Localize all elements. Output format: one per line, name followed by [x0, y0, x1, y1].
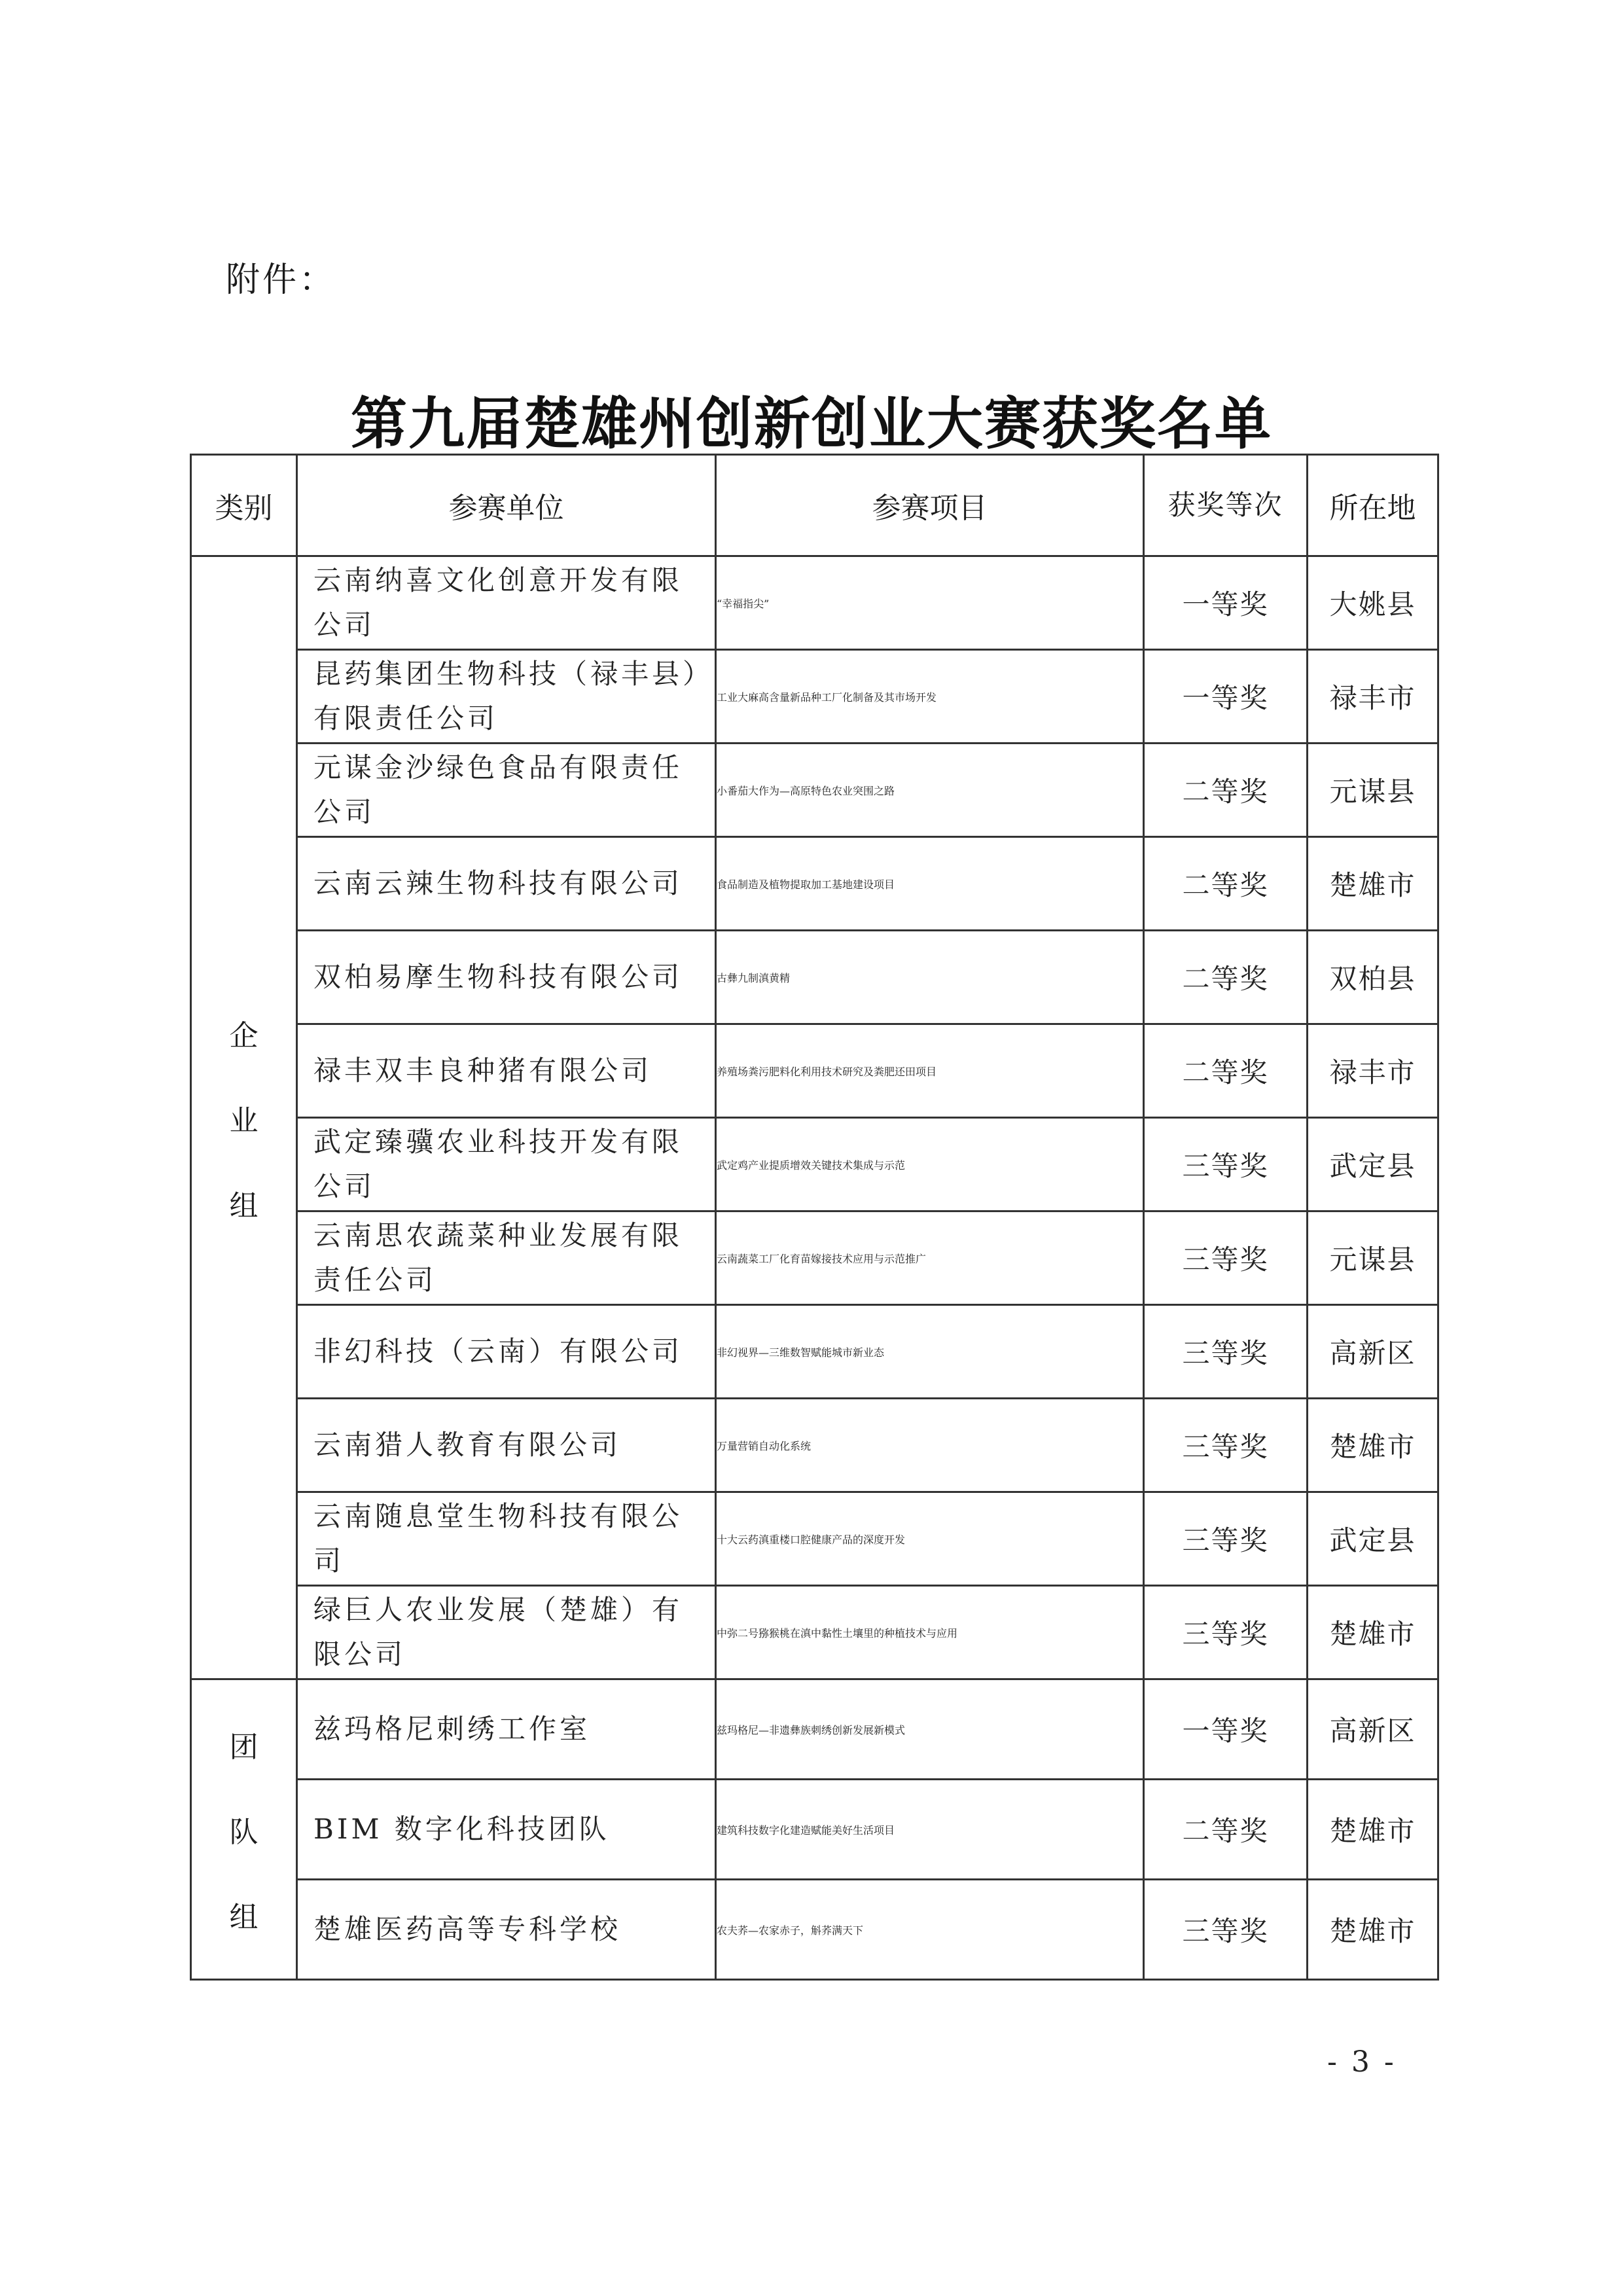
category-char: 团 — [229, 1731, 259, 1764]
category-char: 队 — [229, 1816, 259, 1849]
project-cell: 食品制造及植物提取加工基地建设项目 — [716, 837, 1144, 931]
table-row — [191, 650, 1438, 744]
table-row — [191, 1492, 1438, 1586]
awards-table — [190, 454, 1439, 1981]
location-cell: 禄丰市 — [1308, 650, 1438, 744]
project-cell: 十大云药滇重楼口腔健康产品的深度开发 — [716, 1492, 1144, 1586]
rank-cell: 二等奖 — [1144, 1024, 1308, 1118]
unit-cell: 昆药集团生物科技（禄丰县）有限责任公司 — [297, 650, 716, 744]
unit-cell: 云南猎人教育有限公司 — [297, 1399, 716, 1492]
unit-cell: 绿巨人农业发展（楚雄）有限公司 — [297, 1586, 716, 1679]
unit-cell: 兹玛格尼刺绣工作室 — [297, 1679, 716, 1780]
rank-cell: 三等奖 — [1144, 1586, 1308, 1679]
rank-cell: 二等奖 — [1144, 931, 1308, 1024]
table-body — [191, 556, 1438, 1980]
unit-cell: 双柏易摩生物科技有限公司 — [297, 931, 716, 1024]
rank-cell: 三等奖 — [1144, 1305, 1308, 1399]
table-row — [191, 1399, 1438, 1492]
header-project: 参赛项目 — [716, 455, 1144, 556]
location-cell: 武定县 — [1308, 1118, 1438, 1211]
project-cell: 工业大麻高含量新品种工厂化制备及其市场开发 — [716, 650, 1144, 744]
page-title: 第九届楚雄州创新创业大赛获奖名单 — [351, 391, 1272, 457]
rank-cell: 三等奖 — [1144, 1880, 1308, 1980]
project-cell: 农夫荞—农家赤子，斛荞满天下 — [716, 1880, 1144, 1980]
project-cell: 古彝九制滇黄精 — [716, 931, 1144, 1024]
category-char: 组 — [229, 1901, 259, 1934]
location-cell: 高新区 — [1308, 1679, 1438, 1780]
unit-cell: 元谋金沙绿色食品有限责任公司 — [297, 744, 716, 837]
rank-cell: 三等奖 — [1144, 1118, 1308, 1211]
unit-cell: 云南云辣生物科技有限公司 — [297, 837, 716, 931]
project-cell: 兹玛格尼—非遗彝族刺绣创新发展新模式 — [716, 1679, 1144, 1780]
table-row — [191, 1118, 1438, 1211]
table-row — [191, 837, 1438, 931]
table-row — [191, 556, 1438, 650]
table-row — [191, 744, 1438, 837]
category-cell — [191, 1679, 297, 1980]
unit-cell: 云南纳喜文化创意开发有限公司 — [297, 556, 716, 650]
location-cell: 元谋县 — [1308, 744, 1438, 837]
unit-cell: 武定臻骥农业科技开发有限公司 — [297, 1118, 716, 1211]
attachment-label: 附件： — [226, 260, 336, 300]
rank-cell: 二等奖 — [1144, 744, 1308, 837]
page-number: - 3 - — [1327, 2045, 1397, 2079]
location-cell: 楚雄市 — [1308, 1780, 1438, 1880]
location-cell: 楚雄市 — [1308, 1880, 1438, 1980]
location-cell: 双柏县 — [1308, 931, 1438, 1024]
project-cell: 养殖场粪污肥料化利用技术研究及粪肥还田项目 — [716, 1024, 1144, 1118]
project-cell: 武定鸡产业提质增效关键技术集成与示范 — [716, 1118, 1144, 1211]
rank-cell: 一等奖 — [1144, 1679, 1308, 1780]
header-category: 类别 — [191, 455, 297, 556]
project-cell: 云南蔬菜工厂化育苗嫁接技术应用与示范推广 — [716, 1211, 1144, 1305]
category-char: 企 — [229, 1018, 259, 1052]
project-cell: 中弥二号猕猴桃在滇中黏性土壤里的种植技术与应用 — [716, 1586, 1144, 1679]
rank-cell: 三等奖 — [1144, 1492, 1308, 1586]
rank-cell: 一等奖 — [1144, 556, 1308, 650]
location-cell: 楚雄市 — [1308, 837, 1438, 931]
unit-cell: 非幻科技（云南）有限公司 — [297, 1305, 716, 1399]
rank-cell: 三等奖 — [1144, 1399, 1308, 1492]
category-char: 组 — [229, 1189, 259, 1223]
location-cell: 禄丰市 — [1308, 1024, 1438, 1118]
table-row — [191, 1780, 1438, 1880]
header-location: 所在地 — [1308, 455, 1438, 556]
category-cell — [191, 556, 297, 1679]
project-cell: 建筑科技数字化建造赋能美好生活项目 — [716, 1780, 1144, 1880]
rank-cell: 一等奖 — [1144, 650, 1308, 744]
location-cell: 武定县 — [1308, 1492, 1438, 1586]
project-cell: “幸福指尖” — [716, 556, 1144, 650]
location-cell: 楚雄市 — [1308, 1399, 1438, 1492]
table-header-row — [191, 455, 1438, 556]
table-row — [191, 931, 1438, 1024]
unit-cell: 云南随息堂生物科技有限公司 — [297, 1492, 716, 1586]
table-row — [191, 1305, 1438, 1399]
table-row — [191, 1024, 1438, 1118]
table-row — [191, 1211, 1438, 1305]
table-row — [191, 1586, 1438, 1679]
header-rank: 获奖等次 — [1144, 455, 1308, 556]
table-row — [191, 1880, 1438, 1980]
unit-cell: BIM 数字化科技团队 — [297, 1780, 716, 1880]
location-cell: 大姚县 — [1308, 556, 1438, 650]
project-cell: 万量营销自动化系统 — [716, 1399, 1144, 1492]
project-cell: 小番茄大作为—高原特色农业突围之路 — [716, 744, 1144, 837]
unit-cell: 禄丰双丰良种猪有限公司 — [297, 1024, 716, 1118]
location-cell: 元谋县 — [1308, 1211, 1438, 1305]
location-cell: 高新区 — [1308, 1305, 1438, 1399]
unit-cell: 云南思农蔬菜种业发展有限责任公司 — [297, 1211, 716, 1305]
rank-cell: 二等奖 — [1144, 837, 1308, 931]
header-unit: 参赛单位 — [297, 455, 716, 556]
category-char: 业 — [229, 1103, 259, 1138]
location-cell: 楚雄市 — [1308, 1586, 1438, 1679]
unit-cell: 楚雄医药高等专科学校 — [297, 1880, 716, 1980]
project-cell: 非幻视界—三维数智赋能城市新业态 — [716, 1305, 1144, 1399]
table-row — [191, 1679, 1438, 1780]
rank-cell: 三等奖 — [1144, 1211, 1308, 1305]
rank-cell: 二等奖 — [1144, 1780, 1308, 1880]
